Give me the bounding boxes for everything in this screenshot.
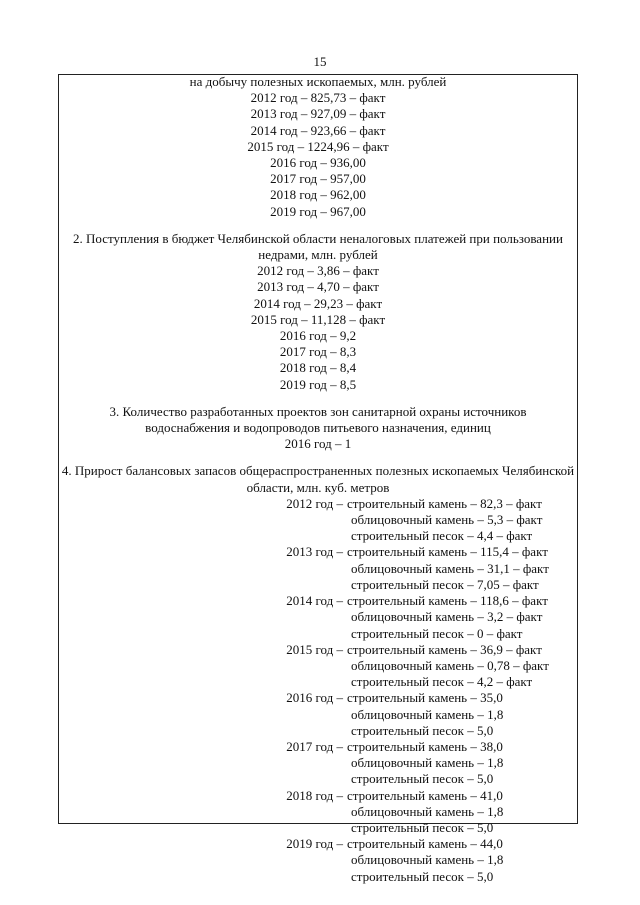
reserve-item: строительный песок – 0 – факт [351, 625, 523, 641]
reserve-item: строительный песок – 4,4 – факт [351, 528, 533, 544]
year-label: 2014 год – [286, 593, 343, 609]
section-2-heading-line-1: 2. Поступления в бюджет Челябинской области неналоговых платежей при пользовании [73, 230, 563, 246]
year-label [59, 626, 347, 642]
list-item: 2016 год – 936,00 [270, 155, 366, 171]
table-row [59, 512, 577, 528]
section-4-heading-line-2: области, млн. куб. метров [246, 479, 390, 495]
list-item: 2015 год – 1224,96 – факт [247, 138, 389, 154]
table-row [59, 836, 577, 852]
reserve-item: облицовочный камень – 3,2 – факт [351, 609, 543, 625]
year-label [59, 512, 347, 528]
reserve-item: строительный камень – 82,3 – факт [347, 495, 542, 511]
reserve-item: облицовочный камень – 1,8 [351, 755, 504, 771]
table-row [59, 739, 577, 755]
list-item: 2018 год – 962,00 [270, 187, 366, 203]
table-row [59, 690, 577, 706]
reserve-item: строительный песок – 5,0 [351, 771, 494, 787]
table-row [59, 674, 577, 690]
reserve-item: строительный песок – 4,2 – факт [351, 674, 533, 690]
reserve-item: облицовочный камень – 0,78 – факт [351, 657, 549, 673]
list-item: 2017 год – 957,00 [270, 171, 366, 187]
section-1 [59, 74, 577, 220]
list-item: 2019 год – 967,00 [270, 203, 366, 219]
section-1-heading: на добычу полезных ископаемых, млн. рублей [189, 74, 447, 89]
section-3 [59, 404, 577, 453]
table-row [59, 723, 577, 739]
list-item: 2019 год – 8,5 [279, 376, 357, 392]
section-3-heading-line-2: водоснабжения и водопроводов питьевого назначения, единиц [145, 420, 491, 436]
list-item: 2018 год – 8,4 [279, 360, 357, 376]
list-item: 2012 год – 825,73 – факт [250, 90, 386, 106]
list-item: 2014 год – 29,23 – факт [253, 295, 383, 311]
section-4 [59, 463, 577, 884]
year-label [59, 561, 347, 577]
reserve-item: строительный песок – 5,0 [351, 819, 494, 835]
reserve-item: строительный песок – 7,05 – факт [351, 576, 539, 592]
year-label: 2017 год – [286, 738, 343, 754]
year-label: 2013 год – [286, 544, 343, 560]
section-4-years [59, 496, 577, 885]
reserve-item: строительный камень – 118,6 – факт [347, 593, 548, 609]
reserve-item: облицовочный камень – 31,1 – факт [351, 560, 549, 576]
list-item: 2016 год – 9,2 [279, 328, 357, 344]
year-label [59, 820, 347, 836]
section-3-heading-line-1: 3. Количество разработанных проектов зон санитарной охраны источников [109, 403, 527, 419]
table-row [59, 528, 577, 544]
section-1-lines [59, 90, 577, 220]
year-label: 2018 год – [286, 787, 343, 803]
section-2-lines [59, 263, 577, 393]
table-row [59, 544, 577, 560]
section-2-heading-line-2: недрами, млн. рублей [258, 247, 378, 263]
list-item: 2013 год – 4,70 – факт [257, 279, 379, 295]
table-row [59, 771, 577, 787]
table-row [59, 820, 577, 836]
table-row [59, 496, 577, 512]
year-label: 2019 год – [286, 836, 343, 852]
year-label [59, 707, 347, 723]
section-2 [59, 231, 577, 393]
table-row [59, 642, 577, 658]
year-label [59, 577, 347, 593]
list-item: 2013 год – 927,09 – факт [250, 106, 386, 122]
year-label [59, 755, 347, 771]
table-row [59, 852, 577, 868]
reserve-item: облицовочный камень – 1,8 [351, 803, 504, 819]
table-row [59, 609, 577, 625]
reserve-item: строительный камень – 36,9 – факт [347, 641, 542, 657]
table-row [59, 869, 577, 885]
reserve-item: облицовочный камень – 1,8 [351, 852, 504, 868]
year-label [59, 609, 347, 625]
year-label: 2016 год – [286, 690, 343, 706]
year-label [59, 869, 347, 885]
year-label: 2015 год – [286, 641, 343, 657]
year-label [59, 852, 347, 868]
table-row [59, 626, 577, 642]
section-3-lines [59, 436, 577, 452]
page-number: 15 [313, 54, 327, 69]
year-label [59, 528, 347, 544]
year-label [59, 723, 347, 739]
table-frame [58, 74, 578, 884]
list-item: 2014 год – 923,66 – факт [250, 122, 386, 138]
table-row [59, 593, 577, 609]
content [59, 74, 577, 885]
reserve-item: строительный камень – 115,4 – факт [347, 544, 548, 560]
reserve-item: строительный камень – 41,0 [347, 787, 503, 803]
reserve-item: строительный камень – 44,0 [347, 836, 503, 852]
year-label [59, 674, 347, 690]
table-row [59, 707, 577, 723]
table-row [59, 577, 577, 593]
year-label [59, 771, 347, 787]
list-item: 2016 год – 1 [284, 436, 352, 452]
year-label [59, 658, 347, 674]
reserve-item: строительный песок – 5,0 [351, 722, 494, 738]
reserve-item: строительный камень – 35,0 [347, 690, 503, 706]
table-row [59, 788, 577, 804]
list-item: 2012 год – 3,86 – факт [257, 263, 379, 279]
year-label [59, 804, 347, 820]
year-label: 2012 год – [286, 495, 343, 511]
table-row [59, 804, 577, 820]
reserve-item: строительный песок – 5,0 [351, 868, 494, 884]
reserve-item: облицовочный камень – 1,8 [351, 706, 504, 722]
table-row [59, 755, 577, 771]
table-row [59, 658, 577, 674]
reserve-item: строительный камень – 38,0 [347, 738, 503, 754]
list-item: 2015 год – 11,128 – факт [250, 311, 386, 327]
list-item: 2017 год – 8,3 [279, 344, 357, 360]
table-row [59, 561, 577, 577]
reserve-item: облицовочный камень – 5,3 – факт [351, 512, 543, 528]
section-4-heading-line-1: 4. Прирост балансовых запасов общераспространенных полезных ископаемых Челябинской [61, 463, 575, 479]
